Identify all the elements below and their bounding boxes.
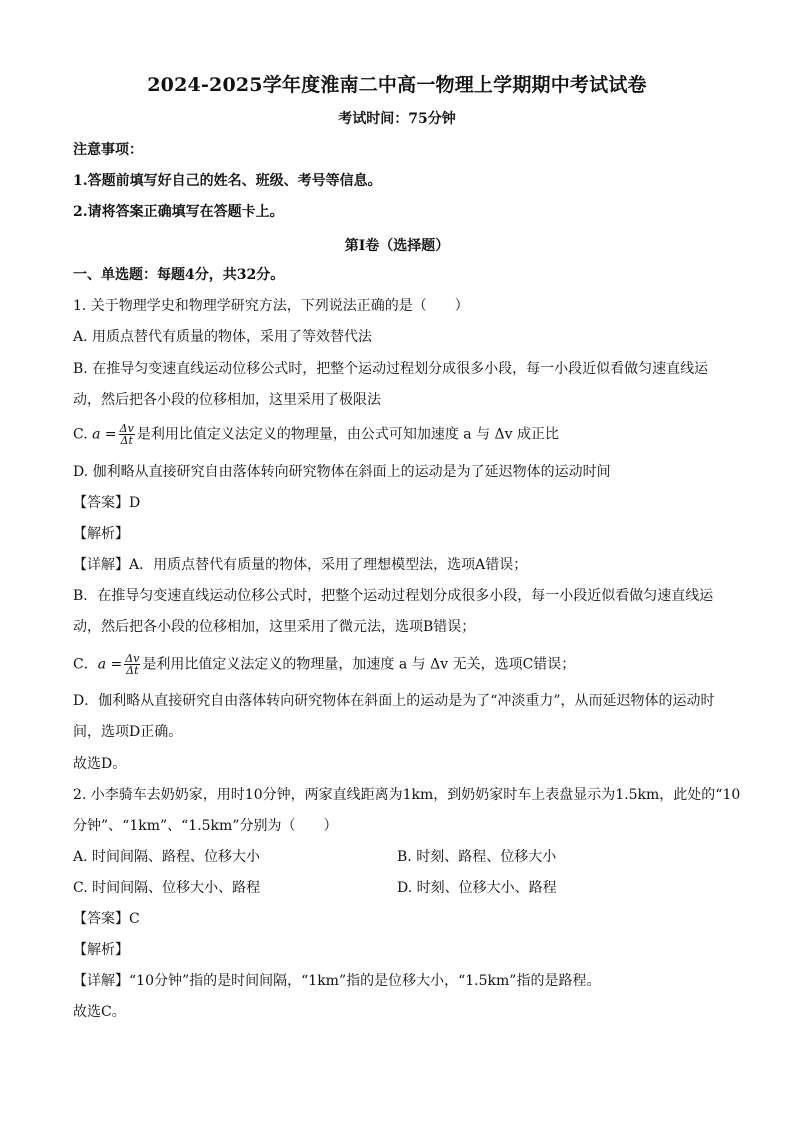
q1-detail-b-line2: 动，然后把各小段的位移相加，这里采用了微元法，选项B错误； (73, 619, 476, 635)
q1-detail-c (73, 653, 575, 676)
exam-title: 2024-2025学年度淮南二中高一物理上学期期中考试试卷 (147, 74, 647, 96)
exam-time: 考试时间：75分钟 (338, 111, 456, 127)
q2-option-b: B. 时刻、路程、位移大小 (397, 849, 557, 865)
note-item-2: 2.请将答案正确填写在答题卡上。 (73, 204, 284, 220)
part-title: 一、单选题：每题4分，共32分。 (73, 267, 285, 283)
q1-conclusion: 故选D。 (73, 756, 127, 772)
q1-option-a: A. 用质点替代有质量的物体，采用了等效替代法 (73, 329, 373, 345)
volume-title: 第Ⅰ卷（选择题） (344, 238, 450, 254)
notes-heading: 注意事项： (73, 142, 143, 158)
q1-formula-fraction (119, 423, 135, 446)
q1-detail-c-prefix: C． (73, 656, 98, 673)
q1-formula-denominator: Δt (120, 434, 133, 447)
q2-analysis: 【解析】 (73, 942, 129, 958)
q2-stem-line1: 2. 小李骑车去奶奶家，用时10分钟，两家直线距离为1km，到奶奶家时车上表盘显示为1.5km，此处的“10 (73, 787, 741, 803)
q1-option-b-line2: 动，然后把各小段的位移相加，这里采用了极限法 (73, 392, 381, 408)
q2-option-c: C. 时间间隔、位移大小、路程 (73, 880, 261, 896)
q1-detail-b-line1: B．在推导匀变速直线运动位移公式时，把整个运动过程划分成很多小段，每一小段近似看做匀速直线运 (73, 588, 714, 604)
q1-formula-numerator: Δv (119, 422, 134, 435)
q1-detail-d-line2: 间，选项D正确。 (73, 724, 183, 740)
q1-option-b-line1: B. 在推导匀变速直线运动位移公式时，把整个运动过程划分成很多小段，每一小段近似看做匀速直线运 (73, 361, 709, 377)
q1-option-c-text: 是利用比值定义法定义的物理量，由公式可知加速度 a 与 Δv 成正比 (136, 426, 559, 443)
q1-detail-a: 【详解】A．用质点替代有质量的物体，采用了理想模型法，选项A错误； (73, 557, 528, 573)
q2-option-d: D. 时刻、位移大小、路程 (397, 880, 557, 896)
q1-detail-formula-numerator: Δv (125, 652, 140, 665)
q2-stem-line2: 分钟”、“1km”、“1.5km”分别为（ ） (73, 818, 338, 834)
q2-answer: 【答案】C (73, 911, 140, 927)
q1-detail-c-text: 是利用比值定义法定义的物理量，加速度 a 与 Δv 无关，选项C错误； (142, 656, 576, 673)
q2-conclusion: 故选C。 (73, 1004, 126, 1020)
q1-answer: 【答案】D (73, 495, 141, 511)
q1-stem: 1. 关于物理学史和物理学研究方法，下列说法正确的是（ ） (73, 298, 469, 314)
note-item-1: 1.答题前填写好自己的姓名、班级、考号等信息。 (73, 173, 382, 189)
q1-option-c-prefix: C. (73, 426, 88, 443)
q1-formula-lhs: a = (92, 426, 117, 443)
q2-option-a: A. 时间间隔、路程、位移大小 (73, 849, 261, 865)
q1-analysis: 【解析】 (73, 526, 129, 542)
q1-detail-formula-lhs: a = (97, 656, 123, 673)
q1-detail-formula-fraction (124, 653, 140, 676)
q1-option-c (73, 423, 559, 446)
q1-detail-formula-denominator: Δt (126, 664, 139, 677)
q2-detail: 【详解】“10分钟”指的是时间间隔，“1km”指的是位移大小，“1.5km”指的是路程。 (73, 973, 601, 989)
q1-option-d: D. 伽利略从直接研究自由落体转向研究物体在斜面上的运动是为了延迟物体的运动时间 (73, 464, 611, 480)
q1-detail-d-line1: D．伽利略从直接研究自由落体转向研究物体在斜面上的运动是为了“冲淡重力”，从而延迟物体的运动时 (73, 693, 715, 709)
